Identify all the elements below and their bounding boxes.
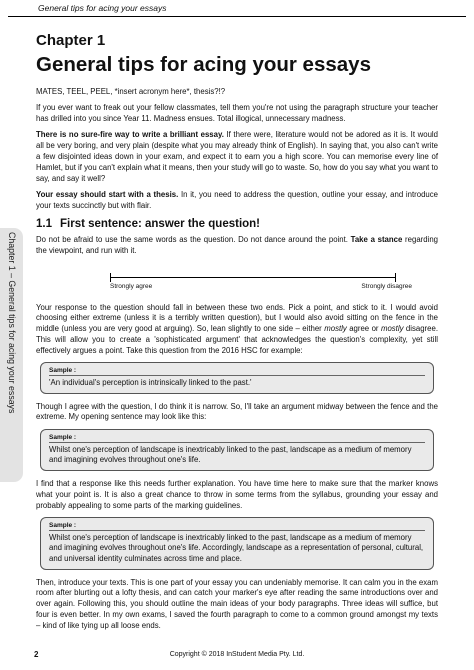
sample-box-1-text: 'An individual's perception is intrinsically linked to the past.' bbox=[49, 378, 252, 388]
section-paragraph-1-bold: Take a stance bbox=[350, 235, 403, 245]
chapter-title: General tips for acing your essays bbox=[36, 53, 371, 76]
section-paragraph-2-text-b: agree or bbox=[346, 324, 381, 334]
sample-box-3-text: Whilst one's perception of landscape is inextricably linked to the past, landscape as a medium of memory and imagining evolves throughout one's life. Accordingly, landscape as a representation of personal, cultural, and universal identity culminates across time and place. bbox=[49, 532, 424, 563]
chapter-label: Chapter 1 bbox=[36, 32, 106, 49]
section-paragraph-2-text-c: disagree. This will allow you to create a 'sophisticated argument' that acknowledges the question's complexity, yet still effectively argues a point. Take this question from the 2016 HSC for example: bbox=[36, 324, 438, 355]
section-paragraph-1 bbox=[36, 235, 438, 257]
sample-box-3-label: Sample : bbox=[49, 521, 425, 531]
sample-box-1 bbox=[40, 362, 434, 394]
section-number: 1.1 bbox=[36, 218, 52, 231]
section-paragraph-3: Though I agree with the question, I do think it is narrow. So, I'll take an argument midway between the fence and the extreme. My opening sentence may look like this: bbox=[36, 401, 438, 422]
chapter-side-tab-label: Chapter 1 – General tips for acing your essays bbox=[7, 232, 17, 414]
scale-label-strongly-agree: Strongly agree bbox=[110, 282, 153, 290]
section-paragraph-5: Then, introduce your texts. This is one part of your essay you can undeniably memorise. It can calm you in the exam room after blurting out a lofty thesis, and can catch your marker's eye after reading the same introductions over and over again. Following this, you should outline the main ideas of your body paragraphs. Three ideas will suffice, but four is even better. In my own exams, I saved the fourth paragraph to come to a common ground amongst my texts – kind of like tying up all loose ends. bbox=[36, 577, 438, 630]
page-number: 2 bbox=[34, 650, 39, 659]
intro-paragraph-2-bold: There is no sure-fire way to write a brilliant essay. bbox=[36, 130, 224, 140]
agreement-scale bbox=[36, 263, 438, 299]
sample-box-2-label: Sample : bbox=[49, 433, 425, 443]
agreement-scale-line bbox=[110, 277, 396, 278]
scale-label-strongly-disagree: Strongly disagree bbox=[361, 282, 412, 290]
intro-acronyms: MATES, TEEL, PEEL, *insert acronym here*, thesis?!? bbox=[36, 87, 226, 96]
sample-box-2 bbox=[40, 429, 434, 471]
agreement-scale-left-tick bbox=[110, 273, 111, 282]
section-paragraph-2-text-a: Your response to the question should fall in between these two ends. Pick a point, and stick to it. I would avoid choosing either extreme (unless it is a terribly written question), but I would also avoid sitting on the fence in the middle (unless you are very good at arguing). So, lean slightly to one side – either bbox=[36, 302, 438, 334]
section-paragraph-4: I find that a response like this needs further explanation. You have time here to make sure that the marker knows what your point is. It is also a great chance to throw in some terms from the syllabus, grounding your essay and probably appealing to some parts of the marking guidelines. bbox=[36, 478, 438, 510]
intro-paragraph-2-text: If there were, literature would not be adored as it is. It would all be very boring, and very plain (despite what you may already think of English). In saying that, you also can't write a few disjointed ideas down in your exam, and expect it to earn you a high score. You can memorise every line of Hamlet, but if you can't explain what it means, then your study will go to waste. So, how do you say what you want to say, and say it well? bbox=[36, 130, 438, 183]
page-footer bbox=[8, 650, 466, 664]
intro-paragraph-3-text: In it, you need to address the question, outline your essay, and introduce your texts succinctly but with flair. bbox=[36, 189, 438, 210]
agreement-scale-right-tick bbox=[395, 273, 396, 282]
sample-box-3 bbox=[40, 517, 434, 570]
intro-paragraph-2 bbox=[36, 130, 438, 184]
sample-box-2-text: Whilst one's perception of landscape is inextricably linked to the past, landscape as a medium of memory and imagining evolves throughout one's life. bbox=[49, 444, 412, 465]
running-header-title: General tips for acing your essays bbox=[38, 3, 167, 13]
section-paragraph-1-text-c: regarding the viewpoint, and run with it. bbox=[36, 235, 438, 256]
sample-box-1-label: Sample : bbox=[49, 366, 425, 376]
intro-paragraph-3 bbox=[36, 190, 438, 212]
intro-paragraph-3-bold: Your essay should start with a thesis. bbox=[36, 189, 179, 199]
section-heading bbox=[36, 217, 438, 231]
main-content bbox=[36, 24, 438, 637]
section-paragraph-2 bbox=[36, 303, 438, 357]
section-paragraph-2-italic-1: mostly bbox=[324, 324, 347, 334]
copyright-notice: Copyright © 2018 InStudent Media Pty. Ltd. bbox=[169, 651, 305, 658]
section-paragraph-1-text-a: Do not be afraid to use the same words as the question. Do not dance around the point. bbox=[36, 235, 351, 245]
section-paragraph-2-italic-2: mostly bbox=[380, 324, 404, 334]
section-title: First sentence: answer the question! bbox=[60, 218, 261, 231]
running-header bbox=[8, 2, 466, 17]
intro-paragraph-1: If you ever want to freak out your fellow classmates, tell them you're not using the paragraph structure your teacher has drilled into you since Year 11. Madness ensues. Total illogical, unnecessary madness. bbox=[36, 103, 438, 124]
